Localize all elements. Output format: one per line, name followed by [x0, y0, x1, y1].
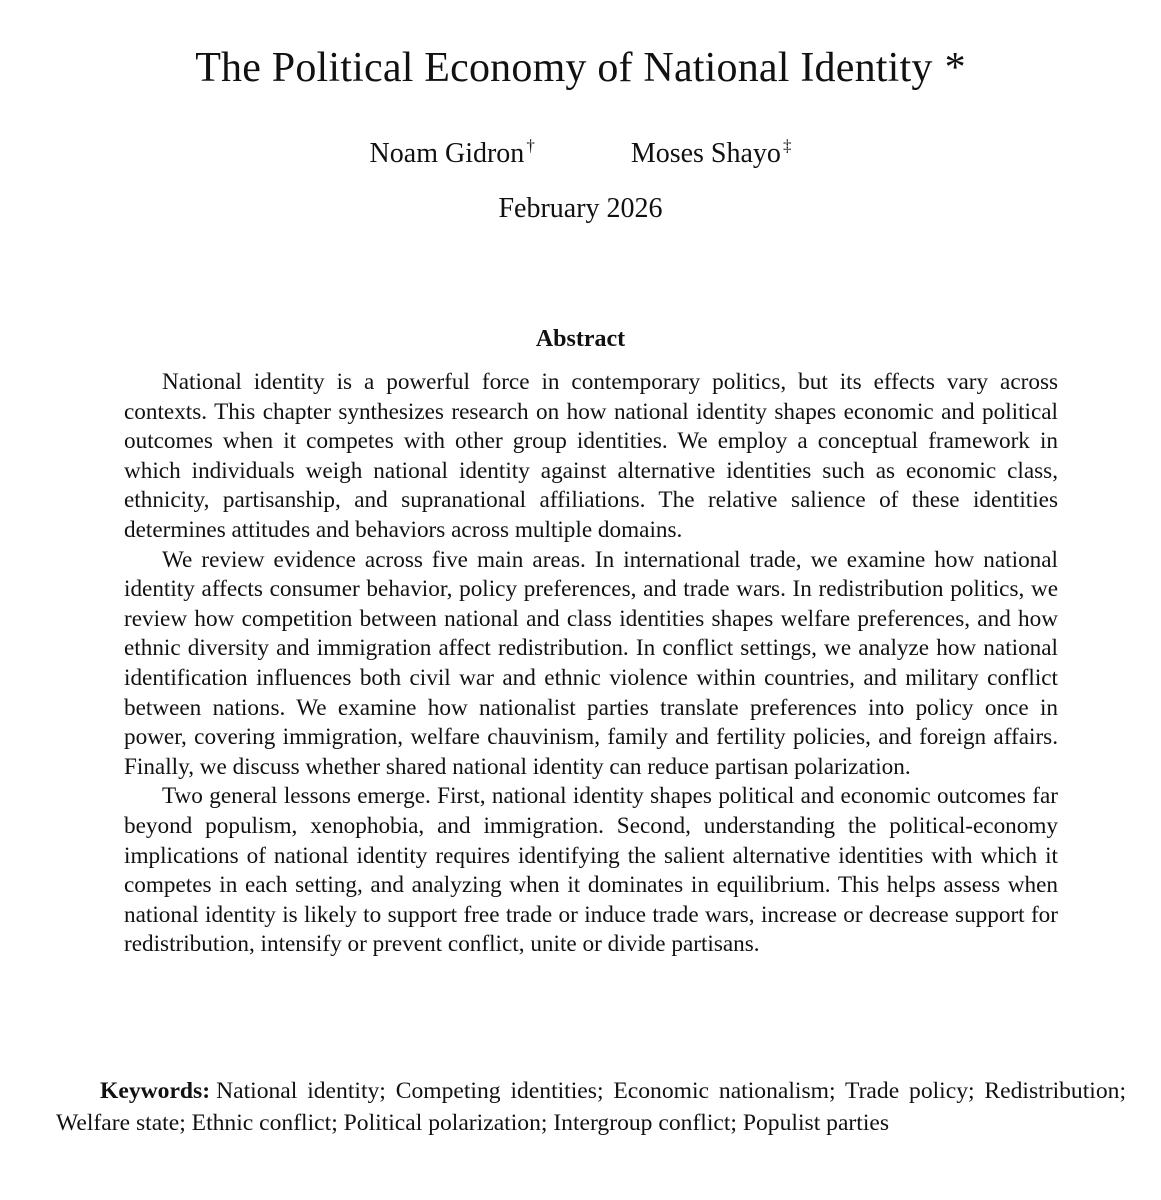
author-name: Moses Shayo [630, 138, 781, 169]
abstract-body [124, 368, 1058, 960]
paper-title [0, 42, 1161, 94]
author-footnote-mark: † [526, 136, 535, 155]
publication-date: February 2026 [498, 193, 663, 224]
title-text: The Political Economy of National Identity [195, 45, 933, 91]
abstract-paragraph: We review evidence across five main areas. In international trade, we examine how national identity affects consumer behavior, policy preferences, and trade wars. In redistribution politics, we review how competition between national and class identities shapes welfare preferences, and how ethnic diversity and immigration affect redistribution. In conflict settings, we analyze how national identification influences both civil war and ethnic violence within countries, and military conflict between nations. We examine how nationalist parties translate preferences into policy once in power, covering immigration, welfare chauvinism, family and fertility policies, and foreign affairs. Finally, we discuss whether shared national identity can reduce partisan polarization. [124, 546, 1058, 780]
keywords-list: National identity; Competing identities; Economic nationalism; Trade policy; Redistribution; Welfare state; Ethnic conflict; Political polarization; Intergroup conflict; Populist parties [56, 1078, 1126, 1136]
abstract-paragraph: National identity is a powerful force in contemporary politics, but its effects vary across contexts. This chapter synthesizes research on how national identity shapes economic and political outcomes when it competes with other group identities. We employ a conceptual framework in which individuals weigh national identity against alternative identities such as economic class, ethnicity, partisanship, and supranational affiliations. The relative salience of these identities determines attitudes and behaviors across multiple domains. [124, 369, 1058, 543]
author-name: Noam Gidron [369, 138, 525, 169]
author [370, 128, 535, 172]
title-footnote-mark: * [944, 45, 966, 91]
abstract-heading: Abstract [535, 326, 626, 352]
author-list [0, 128, 1161, 172]
keywords-label: Keywords: [100, 1078, 211, 1104]
abstract-paragraph: Two general lessons emerge. First, national identity shapes political and economic outcomes far beyond populism, xenophobia, and immigration. Second, understanding the political-economy implications of national identity requires identifying the salient alternative identities with which it competes in each setting, and analyzing when it dominates in equilibrium. This helps assess when national identity is likely to support free trade or induce trade wars, increase or decrease support for redistribution, intensify or prevent conflict, unite or divide partisans. [124, 783, 1058, 958]
author [631, 128, 792, 172]
keywords-block [56, 1075, 1126, 1139]
author-footnote-mark: ‡ [782, 136, 792, 155]
